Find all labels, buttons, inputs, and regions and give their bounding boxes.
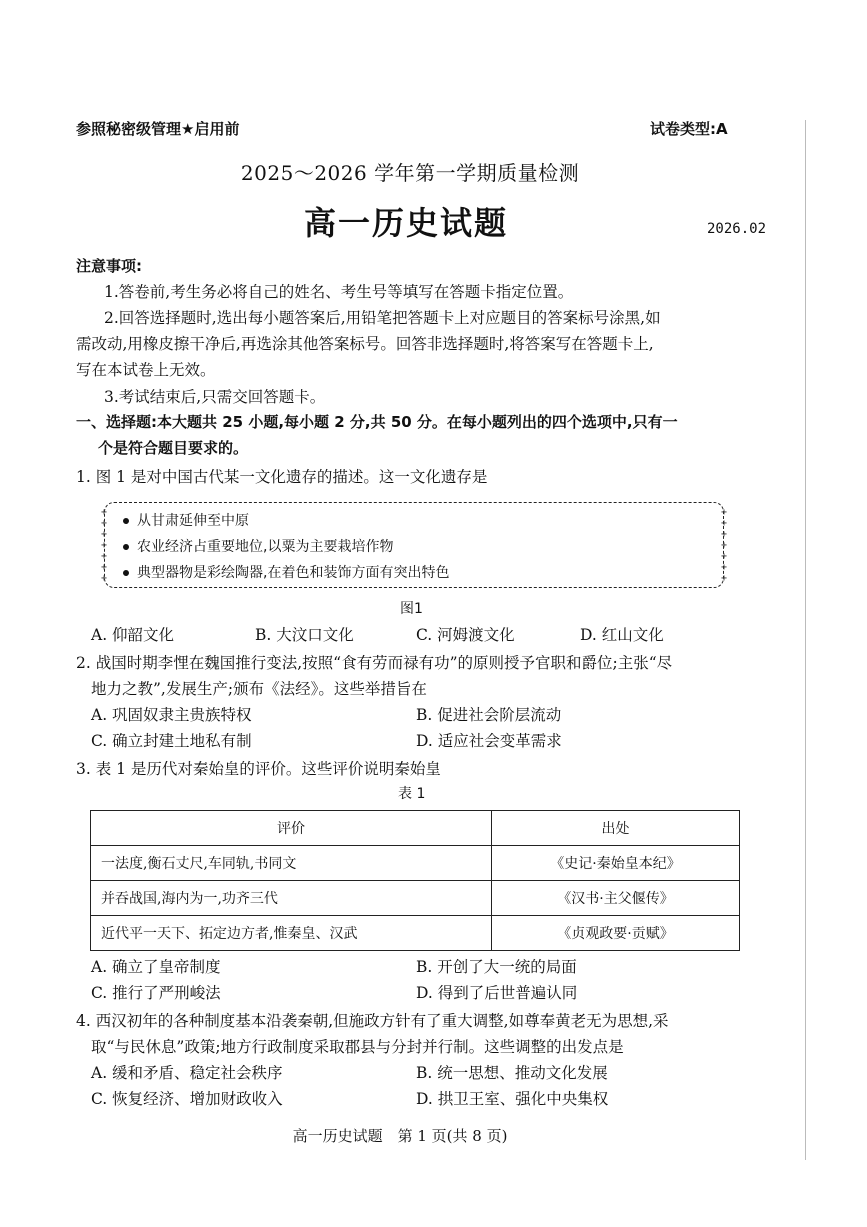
q4-option-d: D. 拱卫王室、强化中央集权 bbox=[416, 1090, 609, 1108]
q3-stem: 3. 表 1 是历代对秦始皇的评价。这些评价说明秦始皇 bbox=[76, 760, 441, 778]
q2-option-d: D. 适应社会变革需求 bbox=[416, 732, 562, 750]
note-3: 3.考试结束后,只需交回答题卡。 bbox=[104, 388, 326, 406]
q4-option-c: C. 恢复经济、增加财政收入 bbox=[91, 1090, 283, 1108]
table-row bbox=[91, 881, 740, 916]
q4-stem-line-2: 取“与民休息”政策;地方行政制度采取郡县与分封并行制。这些调整的出发点是 bbox=[91, 1038, 624, 1056]
page-footer: 高一历史试题 第 1 页(共 8 页) bbox=[292, 1127, 508, 1145]
note-2-line-2: 需改动,用橡皮擦干净后,再选涂其他答案标号。回答非选择题时,将答案写在答题卡上, bbox=[76, 335, 654, 353]
q2-stem-line-2: 地力之教”,发展生产;颁布《法经》。这些举措旨在 bbox=[91, 680, 427, 698]
q1-option-b: B. 大汶口文化 bbox=[255, 626, 354, 644]
table-cell: 一法度,衡石丈尺,车同轨,书同文 bbox=[91, 846, 492, 881]
figure-item: 典型器物是彩绘陶器,在着色和装饰方面有突出特色 bbox=[123, 562, 449, 582]
q1-option-d: D. 红山文化 bbox=[580, 626, 664, 644]
table-header-cell: 评价 bbox=[91, 811, 492, 846]
q3-option-c: C. 推行了严刑峻法 bbox=[91, 984, 221, 1002]
table-cell: 并吞战国,海内为一,功齐三代 bbox=[91, 881, 492, 916]
note-2-line-3: 写在本试卷上无效。 bbox=[76, 361, 216, 379]
q2-option-c: C. 确立封建土地私有制 bbox=[91, 732, 252, 750]
q4-option-a: A. 缓和矛盾、稳定社会秩序 bbox=[91, 1064, 283, 1082]
q1-option-c: C. 河姆渡文化 bbox=[416, 626, 515, 644]
exam-subtitle: 2025～2026 学年第一学期质量检测 bbox=[240, 161, 580, 185]
section-1-heading-line-2: 个是符合题目要求的。 bbox=[98, 439, 249, 457]
right-margin-rule bbox=[805, 120, 806, 1160]
figure-1-caption: 图1 bbox=[400, 601, 423, 617]
q2-option-b: B. 促进社会阶层流动 bbox=[416, 706, 562, 724]
table-cell: 《史记·秦始皇本纪》 bbox=[492, 846, 740, 881]
q1-option-a: A. 仰韶文化 bbox=[91, 626, 175, 644]
table-cell: 近代平一天下、拓定边方者,惟秦皇、汉武 bbox=[91, 916, 492, 951]
q3-option-a: A. 确立了皇帝制度 bbox=[91, 958, 221, 976]
secret-label: 参照秘密级管理★启用前 bbox=[76, 120, 240, 138]
section-1-heading-line-1: 一、选择题:本大题共 25 小题,每小题 2 分,共 50 分。在每小题列出的四个选项中,只有一 bbox=[76, 413, 678, 431]
q4-option-b: B. 统一思想、推动文化发展 bbox=[416, 1064, 608, 1082]
figure-item: 从甘肃延伸至中原 bbox=[123, 510, 249, 530]
figure-border-right-marks: + + + + + + + bbox=[720, 507, 727, 584]
table-header-cell: 出处 bbox=[492, 811, 740, 846]
table-cell: 《汉书·主父偃传》 bbox=[492, 881, 740, 916]
figure-item: 农业经济占重要地位,以粟为主要栽培作物 bbox=[123, 536, 393, 556]
table-1 bbox=[90, 810, 740, 951]
figure-1-box bbox=[101, 502, 727, 588]
bullet-icon bbox=[123, 570, 129, 576]
figure-border-left-marks: + + + + + + + bbox=[101, 507, 108, 584]
q3-option-b: B. 开创了大一统的局面 bbox=[416, 958, 577, 976]
bullet-icon bbox=[123, 544, 129, 550]
table-row bbox=[91, 916, 740, 951]
q3-option-d: D. 得到了后世普遍认同 bbox=[416, 984, 578, 1002]
bullet-icon bbox=[123, 518, 129, 524]
table-header-row bbox=[91, 811, 740, 846]
exam-title: 高一历史试题 bbox=[303, 204, 508, 242]
q4-stem-line-1: 4. 西汉初年的各种制度基本沿袭秦朝,但施政方针有了重大调整,如尊奉黄老无为思想,采 bbox=[76, 1012, 669, 1030]
table-row bbox=[91, 846, 740, 881]
q2-option-a: A. 巩固奴隶主贵族特权 bbox=[91, 706, 252, 724]
table-1-caption: 表 1 bbox=[398, 786, 426, 802]
q1-stem: 1. 图 1 是对中国古代某一文化遗存的描述。这一文化遗存是 bbox=[76, 468, 488, 486]
q2-stem-line-1: 2. 战国时期李悝在魏国推行变法,按照“食有劳而禄有功”的原则授予官职和爵位;主张“尽 bbox=[76, 654, 673, 672]
notes-heading: 注意事项: bbox=[76, 257, 142, 275]
paper-type: 试卷类型:A bbox=[650, 120, 728, 138]
note-1: 1.答卷前,考生务必将自己的姓名、考生号等填写在答题卡指定位置。 bbox=[104, 283, 574, 301]
table-cell: 《贞观政要·贡赋》 bbox=[492, 916, 740, 951]
note-2-line-1: 2.回答选择题时,选出每小题答案后,用铅笔把答题卡上对应题目的答案标号涂黑,如 bbox=[104, 309, 661, 327]
exam-date: 2026.02 bbox=[707, 221, 767, 237]
